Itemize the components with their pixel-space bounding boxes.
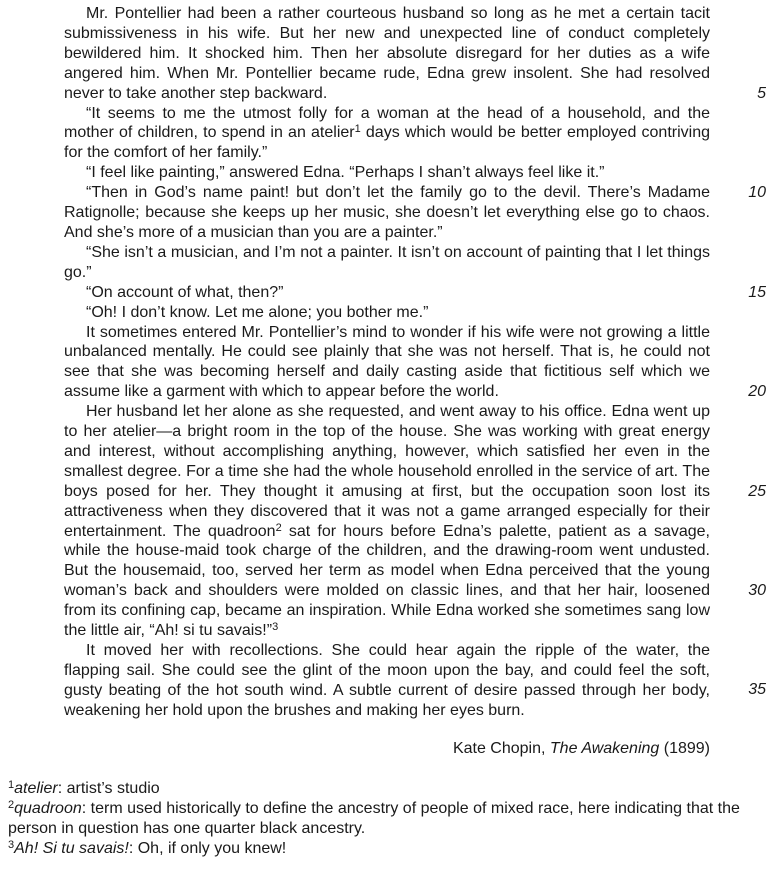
paragraph: “On account of what, then?” bbox=[86, 283, 284, 301]
paragraph bbox=[64, 402, 710, 641]
paragraph: “She isn’t a musician, and I’m not a painter. It isn’t on account of painting that I let things go.” bbox=[64, 243, 710, 281]
attribution bbox=[64, 739, 710, 759]
footnote bbox=[8, 799, 768, 839]
footnote-term: quadroon bbox=[14, 799, 82, 817]
footnote-number: 3 bbox=[8, 838, 15, 851]
attribution-year: (1899) bbox=[659, 740, 710, 757]
paragraph: “Oh! I don’t know. Let me alone; you bother me.” bbox=[86, 303, 429, 321]
line-number: 35 bbox=[748, 681, 766, 698]
line-number: 25 bbox=[748, 483, 766, 500]
footnote-text: : Oh, if only you knew! bbox=[128, 839, 287, 857]
passage bbox=[64, 4, 710, 721]
footnote bbox=[8, 839, 768, 859]
footnote-number: 1 bbox=[8, 779, 15, 791]
footnote-term: atelier bbox=[14, 780, 58, 797]
footnote-number: 2 bbox=[8, 798, 15, 811]
footnote-ref: 1 bbox=[354, 123, 361, 136]
paragraph-text: days which would be better employed contriving for the comfort of her family.” bbox=[64, 124, 710, 162]
paragraph bbox=[64, 104, 710, 164]
footnotes bbox=[8, 779, 768, 859]
line-number: 30 bbox=[748, 582, 766, 599]
paragraph-text: Her husband let her alone as she requested, and went away to his office. Edna went up to her atelier—a bright room in the top of the house. She was working with great energy and interest, without accomplishing anything, however, which satisfied her even in the smallest degree. For a time she had the whole household enrolled in the service of art. The boys posed for her. They thought it amusing at first, but the occupation soon lost its attractiveness when they discovered that it was not a game arranged especially for their entertainment. The quadroon bbox=[64, 403, 710, 540]
paragraph: Mr. Pontellier had been a rather courteous husband so long as he met a certain tacit submissiveness in his wife. But her new and unexpected line of conduct completely bewildered him. It shocked him. Then her absolute disregard for her duties as a wife angered him. When Mr. Pontellier became rude, Edna grew insolent. She had resolved never to take another step backward. bbox=[64, 5, 710, 102]
footnote-term: Ah! Si tu savais! bbox=[14, 839, 129, 857]
paragraph-text: “It seems to me the utmost folly for a woman at the head of a household, and the mother of children, to spend in an atelier bbox=[64, 104, 710, 142]
footnote-text: : term used historically to define the ancestry of people of mixed race, here indicating that the person in question has one quarter black ancestry. bbox=[8, 799, 740, 837]
footnote bbox=[8, 779, 768, 799]
footnote-ref: 3 bbox=[272, 621, 279, 634]
paragraph: “Then in God’s name paint! but don’t let the family go to the devil. There’s Madame Ratignolle; because she keeps up her music, she doesn’t let everything else go to chaos. And she’s more of a musician than you are a painter.” bbox=[64, 184, 710, 241]
line-number: 15 bbox=[748, 284, 766, 301]
attribution-title: The Awakening bbox=[549, 740, 660, 757]
paragraph: It sometimes entered Mr. Pontellier’s mind to wonder if his wife were not growing a little unbalanced mentally. He could see plainly that she was not herself. That is, he could not see that she was becoming herself and daily casting aside that fictitious self which we assume like a garment with which to appear before the world. bbox=[64, 323, 710, 401]
footnote-ref: 2 bbox=[275, 521, 282, 534]
paragraph: It moved her with recollections. She could hear again the ripple of the water, the flapping sail. She could see the glint of the moon upon the bay, and could feel the soft, gusty beating of the hot south wind. A subtle current of desire passed through her body, weakening her hold upon the brushes and making her eyes burn. bbox=[64, 642, 710, 719]
attribution-author: Kate Chopin, bbox=[452, 740, 550, 757]
footnote-text: : artist’s studio bbox=[57, 780, 160, 797]
paragraph-text: sat for hours before Edna’s palette, patient as a savage, while the house-maid took charge of the children, and the drawing-room went undusted. But the housemaid, too, served her term as model when Edna perceived that the young woman’s back and shoulders were molded on classic lines, and that her hair, loosened from its confining cap, became an inspiration. While Edna worked she sometimes sang low the little air, “Ah! si tu savais!” bbox=[64, 522, 710, 640]
line-number: 20 bbox=[748, 383, 766, 400]
line-number: 5 bbox=[757, 85, 766, 102]
line-number: 10 bbox=[748, 184, 766, 201]
paragraph: “I feel like painting,” answered Edna. “Perhaps I shan’t always feel like it.” bbox=[86, 164, 605, 182]
